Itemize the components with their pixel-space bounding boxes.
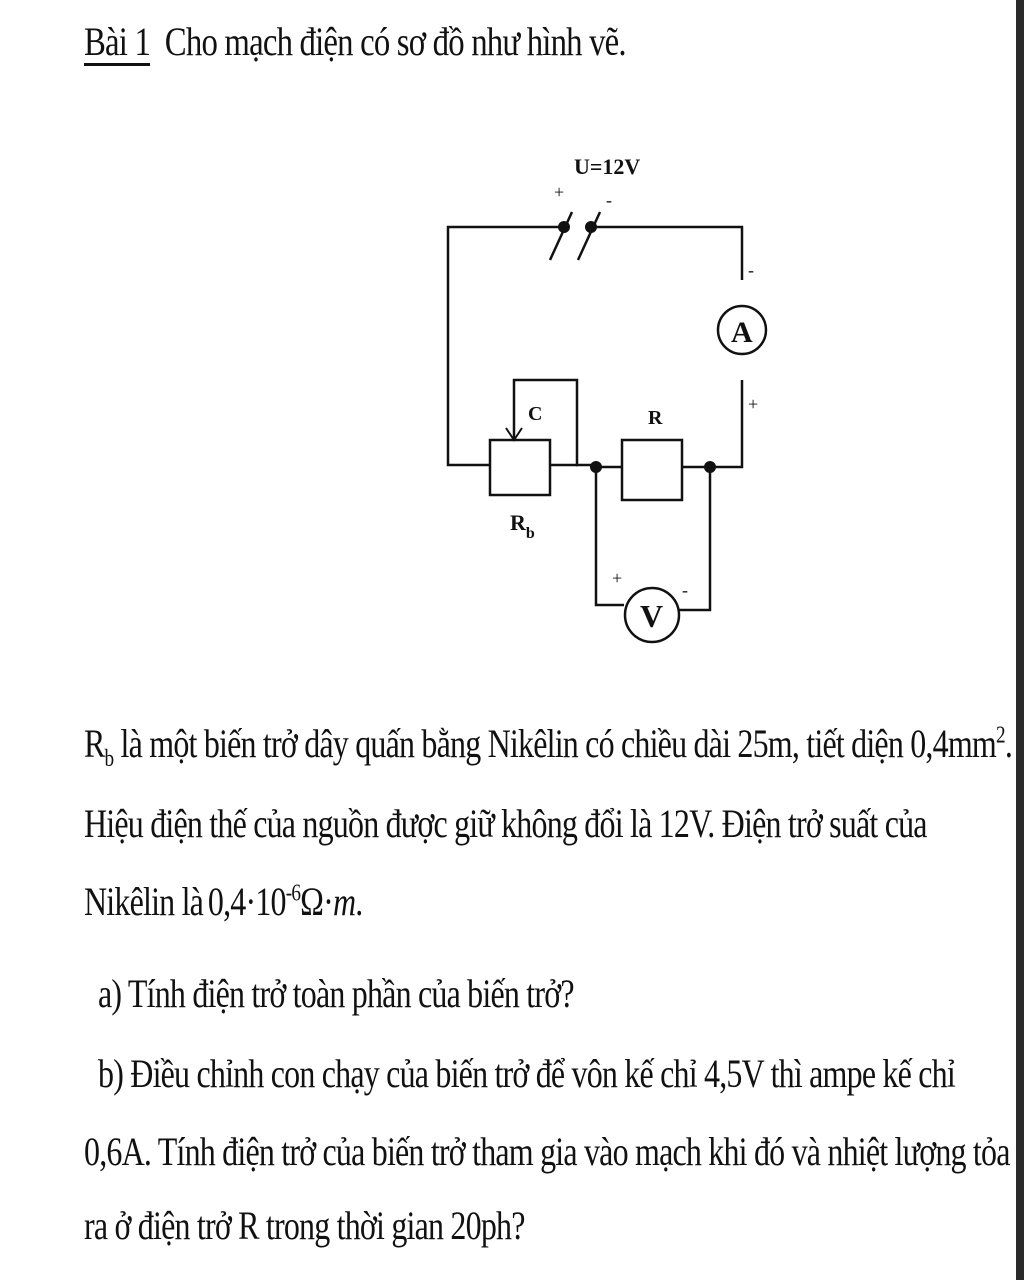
- rheostat-symbol: R: [84, 721, 105, 766]
- source-minus-sign: -: [606, 190, 612, 210]
- ammeter-minus-sign: -: [748, 260, 754, 280]
- question-b-line-2: 0,6A. Tính điện trở của biến trở tham gia vào mạch khi đó và nhiệt lượng tỏa: [84, 1129, 1010, 1174]
- circuit-diagram: [424, 140, 784, 680]
- source-plus-sign: +: [554, 182, 565, 202]
- resistor-label: R: [648, 407, 663, 429]
- exercise-prompt: Cho mạch điện có sơ đồ như hình vẽ.: [164, 19, 626, 64]
- window-edge: [1016, 0, 1024, 1280]
- voltmeter-plus-sign: +: [612, 568, 623, 588]
- rheostat-description: là một biến trở dây quấn bằng Nikêlin có chiều dài 25m, tiết diện 0,4mm: [113, 721, 997, 766]
- rheostat-subscript: b: [104, 746, 114, 772]
- slider-label: C: [528, 403, 543, 425]
- source-terminal-minus: [585, 221, 597, 233]
- source-terminal-plus: [558, 221, 570, 233]
- sentence-end: .: [1004, 721, 1013, 766]
- question-a: a) Tính điện trở toàn phần của biến trở?: [98, 971, 574, 1016]
- voltmeter-label: V: [640, 598, 664, 634]
- sentence-end: .: [355, 879, 363, 924]
- rheostat-box: [490, 440, 550, 495]
- area-exponent: 2: [996, 722, 1005, 749]
- paragraph-rheostat-spec: [84, 720, 1012, 773]
- rheostat-label: $R_b$: [510, 510, 535, 542]
- question-b-line-3: ra ở điện trở R trong thời gian 20ph?: [84, 1203, 525, 1248]
- paragraph-voltage: Hiệu điện thế của nguồn được giữ không đổi là 12V. Điện trở suất của: [84, 801, 927, 846]
- resistor-box: [622, 440, 682, 500]
- resistivity-text: Nikêlin là: [84, 879, 204, 924]
- ammeter-plus-sign: +: [748, 394, 759, 414]
- question-b-line-1: b) Điều chỉnh con chạy của biến trở để vôn kế chỉ 4,5V thì ampe kế chỉ: [98, 1051, 955, 1096]
- exercise-number: Bài 1: [84, 19, 151, 64]
- junction-right: [704, 461, 716, 473]
- source-label: U=12V: [574, 154, 641, 179]
- paragraph-resistivity: [84, 878, 363, 925]
- resistivity-value: $0,4\cdot 10^{-6}\Omega\cdot m$: [207, 879, 356, 924]
- junction-left: [590, 461, 602, 473]
- voltmeter-minus-sign: -: [682, 580, 688, 600]
- ammeter-label: A: [731, 316, 753, 349]
- exercise-title: [84, 18, 626, 65]
